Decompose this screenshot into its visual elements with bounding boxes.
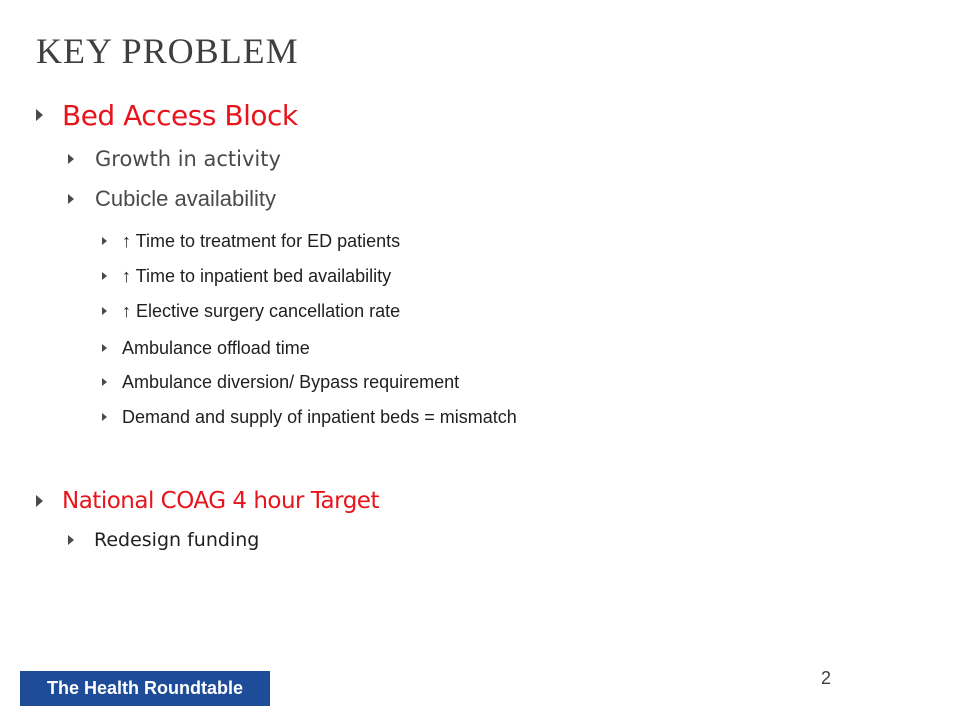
bullet-arrow-icon (36, 495, 43, 507)
detail-text: Ambulance offload time (122, 337, 310, 358)
detail-text: ↑ Time to inpatient bed availability (122, 265, 392, 286)
bullet-item (36, 483, 379, 519)
bullet-arrow-icon (102, 413, 107, 421)
detail-text: Demand and supply of inpatient beds = mismatch (122, 406, 517, 427)
bullet-item (102, 370, 459, 394)
bullet-item (102, 336, 310, 360)
bullet-item (68, 185, 276, 213)
slide-title: KEY PROBLEM (36, 31, 299, 71)
bullet-arrow-icon (68, 194, 74, 204)
bullet-arrow-icon (68, 154, 74, 164)
bullet-item (36, 96, 298, 134)
bullet-arrow-icon (102, 272, 107, 280)
detail-text: ↑ Elective surgery cancellation rate (122, 300, 401, 321)
detail-text: Ambulance diversion/ Bypass requirement (122, 371, 460, 392)
detail-text: ↑ Time to treatment for ED patients (122, 230, 401, 251)
bullet-item (102, 229, 400, 253)
section-heading: Bed Access Block (62, 98, 298, 132)
bullet-item (68, 145, 281, 173)
bullet-arrow-icon (102, 378, 107, 386)
bullet-item (102, 405, 517, 429)
subitem-text: Redesign funding (94, 529, 260, 551)
subitem-text: Cubicle availability (95, 186, 276, 211)
bullet-arrow-icon (36, 109, 43, 121)
section-heading: National COAG 4 hour Target (62, 488, 379, 514)
bullet-arrow-icon (102, 307, 107, 315)
bullet-arrow-icon (68, 535, 74, 545)
page-number: 2 (821, 668, 832, 688)
bullet-item (68, 526, 259, 554)
bullet-item (102, 264, 391, 288)
footer-brand: The Health Roundtable (20, 671, 270, 706)
subitem-text: Growth in activity (95, 147, 281, 171)
bullet-item (102, 299, 400, 323)
bullet-arrow-icon (102, 344, 107, 352)
bullet-arrow-icon (102, 237, 107, 245)
